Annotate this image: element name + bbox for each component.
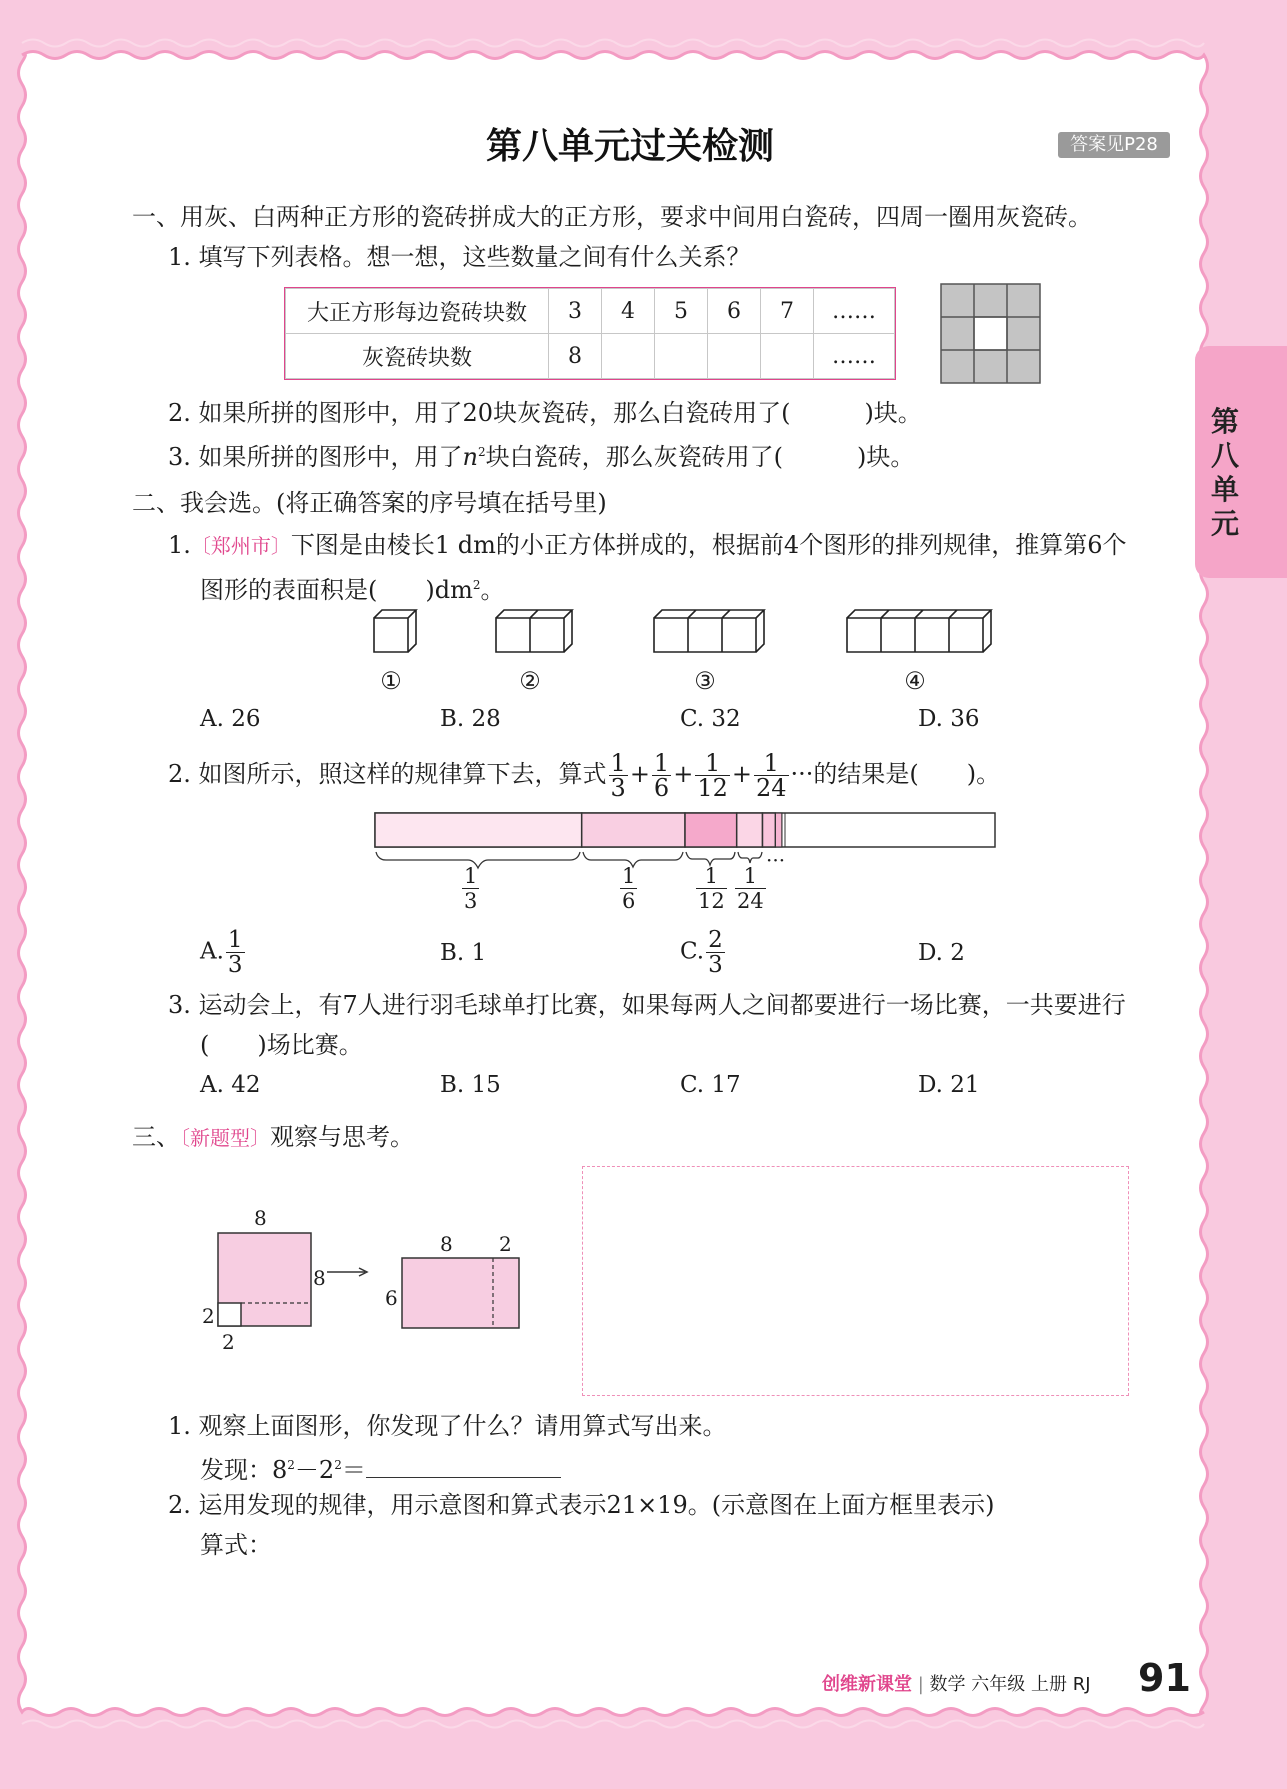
- plus-sign: +: [673, 760, 694, 788]
- q2-p2-line: [168, 746, 1000, 802]
- fraction: [620, 864, 637, 913]
- fraction-numerator: 1: [653, 749, 670, 777]
- footer-grade: 六年级: [971, 1674, 1026, 1695]
- fraction: [609, 751, 628, 800]
- fraction: [696, 864, 727, 913]
- exponent: 2: [472, 578, 481, 592]
- q2-p1-text-end: 。: [480, 576, 505, 604]
- bar-label-twelfth: [694, 864, 729, 913]
- footer-brand: 创维新课堂: [822, 1674, 912, 1695]
- cube-figure-4: [847, 610, 991, 652]
- fraction-denominator: 3: [610, 774, 626, 802]
- q3-formula-label: 算式：: [200, 1531, 272, 1559]
- fraction-denominator: 3: [464, 889, 478, 913]
- q2-p3-line2: [200, 1030, 363, 1060]
- fraction-numerator: 2: [708, 927, 723, 953]
- find-text: 发现：8: [200, 1456, 288, 1484]
- fraction-denominator: 24: [737, 889, 764, 913]
- footer-info: 创维新课堂 | 数学 六年级 上册 RJ: [822, 1674, 1091, 1695]
- page-title: 第八单元过关检测: [485, 126, 774, 167]
- table-cell-input[interactable]: [761, 334, 814, 379]
- table-cell-input[interactable]: [602, 334, 655, 379]
- option-d[interactable]: D. 21: [918, 1072, 980, 1098]
- answer-underline[interactable]: [366, 1459, 561, 1478]
- find-text-mid: －2: [294, 1456, 335, 1484]
- side-tab-char: 单: [1210, 473, 1239, 506]
- cube-sequence-figure: [360, 606, 1010, 670]
- exponent: 2: [334, 1458, 342, 1472]
- option-c[interactable]: [680, 928, 727, 977]
- q1-sub3: [168, 437, 914, 472]
- bar-segment-twentyfourth: [737, 813, 763, 847]
- option-a[interactable]: [200, 928, 247, 977]
- q1-sub1: 1. 填写下列表格。想一想，这些数量之间有什么关系？: [168, 243, 751, 271]
- fraction-denominator: 3: [708, 952, 723, 978]
- bar-label-twentyfourth: [733, 864, 768, 913]
- equals-sign: ＝: [341, 1456, 366, 1484]
- bar-segment-twelfth: [685, 813, 737, 847]
- table-cell: 8: [549, 334, 602, 379]
- fraction-denominator: 24: [755, 774, 787, 802]
- q3-heading: [132, 1122, 414, 1153]
- unit-side-tab-text: [1200, 405, 1250, 541]
- exponent: 2: [287, 1458, 295, 1472]
- fraction-denominator: 12: [698, 889, 725, 913]
- fraction-denominator: 3: [227, 952, 243, 978]
- q2-p2-text: 2. 如图所示，照这样的规律算下去，算式: [168, 760, 607, 788]
- variable-n: n: [462, 443, 478, 471]
- cube-figure-2: [496, 610, 572, 652]
- option-a[interactable]: A. 26: [200, 706, 261, 732]
- q2-p1-line1: [168, 530, 1126, 561]
- dim-rect-left: 6: [385, 1286, 398, 1310]
- cube-figure-3: [654, 610, 764, 652]
- dim-square-top: 8: [254, 1206, 267, 1230]
- q1-sub2: [168, 398, 922, 428]
- fraction: [226, 928, 245, 977]
- option-b[interactable]: B. 1: [440, 940, 487, 966]
- bar-continuation-dots: ···: [766, 848, 786, 872]
- option-b[interactable]: B. 15: [440, 1072, 501, 1098]
- exponent: 2: [478, 445, 486, 459]
- answer-reference-badge: 答案见P28: [1058, 132, 1170, 158]
- q2-heading: 二、我会选。(将正确答案的序号填在括号里): [132, 489, 607, 517]
- q1-sub3-text: 3. 如果所拼的图形中，用了: [168, 443, 463, 471]
- q2-p1-number: 1.: [168, 531, 191, 559]
- plus-sign: +: [731, 760, 752, 788]
- fraction: [462, 864, 479, 913]
- bar-segment-sixth: [582, 813, 685, 847]
- figure-label-3: ③: [694, 667, 716, 695]
- q2-p3-line1: 3. 运动会上，有7人进行羽毛球单打比赛，如果每两人之间都要进行一场比赛，一共要进行: [168, 991, 1126, 1019]
- fraction-numerator: 1: [696, 864, 727, 889]
- q1-sub2-text: 2. 如果所拼的图形中，用了20块灰瓷砖，那么白瓷砖用了(: [168, 399, 791, 427]
- bar-label-sixth: [618, 864, 639, 913]
- tile-square-figure: [940, 283, 1042, 385]
- side-tab-char: 元: [1210, 507, 1239, 540]
- fraction: [754, 751, 789, 800]
- tile-table: [284, 287, 896, 380]
- option-d[interactable]: D. 2: [918, 940, 965, 966]
- footer-edition: RJ: [1072, 1674, 1091, 1695]
- region-tag: 〔郑州市〕: [190, 534, 291, 558]
- q2-p3-text-b: (: [200, 1031, 210, 1059]
- table-cell: ……: [814, 334, 895, 379]
- option-b[interactable]: B. 28: [440, 706, 501, 732]
- q1-sub3-text-mid: 块白瓷砖，那么灰瓷砖用了(: [485, 443, 784, 471]
- new-type-tag: 〔新题型〕: [180, 1126, 270, 1150]
- fraction: [706, 928, 725, 977]
- fraction-numerator: 1: [695, 751, 730, 776]
- dim-small-bottom: 2: [222, 1330, 235, 1354]
- table-cell: ……: [814, 289, 895, 334]
- fraction-numerator: 1: [754, 751, 789, 776]
- q2-p1-text-c: )dm: [425, 576, 473, 604]
- q2-p2-text-b: ···的结果是(: [790, 760, 919, 788]
- page-number: 91: [1138, 1656, 1191, 1700]
- q2-p3-text-c: )场比赛。: [257, 1031, 363, 1059]
- table-cell: 3: [549, 289, 602, 334]
- table-row-label: 灰瓷砖块数: [286, 334, 549, 379]
- fraction: [695, 751, 730, 800]
- fraction: [652, 751, 671, 800]
- q3-heading-prefix: 三、: [132, 1123, 180, 1151]
- figure-label-2: ②: [519, 667, 541, 695]
- square-rectangle-diagram: [190, 1200, 530, 1360]
- q2-p2-text-c: )。: [966, 760, 1001, 788]
- q1-sub2-text-end: )块。: [864, 399, 922, 427]
- table-cell-input[interactable]: [708, 334, 761, 379]
- dim-rect-top-a: 8: [440, 1232, 453, 1256]
- bar-segment-third: [375, 813, 582, 847]
- footer-subject: 数学: [929, 1674, 966, 1695]
- table-cell: 5: [655, 289, 708, 334]
- q3-sub2: 2. 运用发现的规律，用示意图和算式表示21×19。(示意图在上面方框里表示): [168, 1491, 995, 1519]
- q1-stem: 一、用灰、白两种正方形的瓷砖拼成大的正方形，要求中间用白瓷砖，四周一圈用灰瓷砖。: [132, 203, 1092, 231]
- table-cell-input[interactable]: [655, 334, 708, 379]
- drawing-box[interactable]: [582, 1166, 1129, 1396]
- fraction-numerator: 1: [622, 864, 636, 888]
- option-c[interactable]: C. 32: [680, 706, 741, 732]
- table-cell: 6: [708, 289, 761, 334]
- option-c[interactable]: C. 17: [680, 1072, 741, 1098]
- q1-sub3-text-end: )块。: [857, 443, 915, 471]
- plus-sign: +: [629, 760, 650, 788]
- figure-label-4: ④: [904, 667, 926, 695]
- option-a[interactable]: A. 42: [200, 1072, 261, 1098]
- figure-label-1: ①: [380, 667, 402, 695]
- dim-rect-top-b: 2: [499, 1232, 512, 1256]
- side-tab-char: 第: [1210, 405, 1239, 438]
- q3-sub1: 1. 观察上面图形，你发现了什么？请用算式写出来。: [168, 1412, 727, 1440]
- fraction-denominator: 6: [622, 889, 636, 913]
- option-c-label: C.: [680, 938, 705, 965]
- fraction: [735, 864, 766, 913]
- q3-find-line: [200, 1450, 561, 1485]
- fraction-numerator: 1: [610, 749, 626, 777]
- q2-p1-line2: [200, 570, 505, 605]
- option-d[interactable]: D. 36: [918, 706, 980, 732]
- fraction-numerator: 1: [464, 864, 478, 888]
- q2-p1-text: 下图是由棱长1 dm的小正方体拼成的，根据前4个图形的排列规律，推算第6个: [290, 531, 1127, 559]
- table-cell: 4: [602, 289, 655, 334]
- dim-small-left: 2: [202, 1304, 215, 1328]
- fraction-numerator: 1: [735, 864, 766, 889]
- q3-heading-text: 观察与思考。: [270, 1123, 414, 1151]
- fraction-denominator: 12: [697, 774, 728, 802]
- cube-figure-1: [374, 610, 416, 652]
- dim-square-right: 8: [313, 1266, 326, 1290]
- side-tab-char: 八: [1210, 439, 1239, 472]
- fraction-numerator: 1: [227, 927, 243, 953]
- footer-term: 上册: [1031, 1674, 1068, 1695]
- fraction-denominator: 6: [653, 774, 670, 802]
- option-a-label: A.: [200, 938, 224, 965]
- bar-label-third: [460, 864, 481, 913]
- table-cell: 7: [761, 289, 814, 334]
- q2-p1-text-b: 图形的表面积是(: [200, 576, 378, 604]
- table-row-label: 大正方形每边瓷砖块数: [286, 289, 549, 334]
